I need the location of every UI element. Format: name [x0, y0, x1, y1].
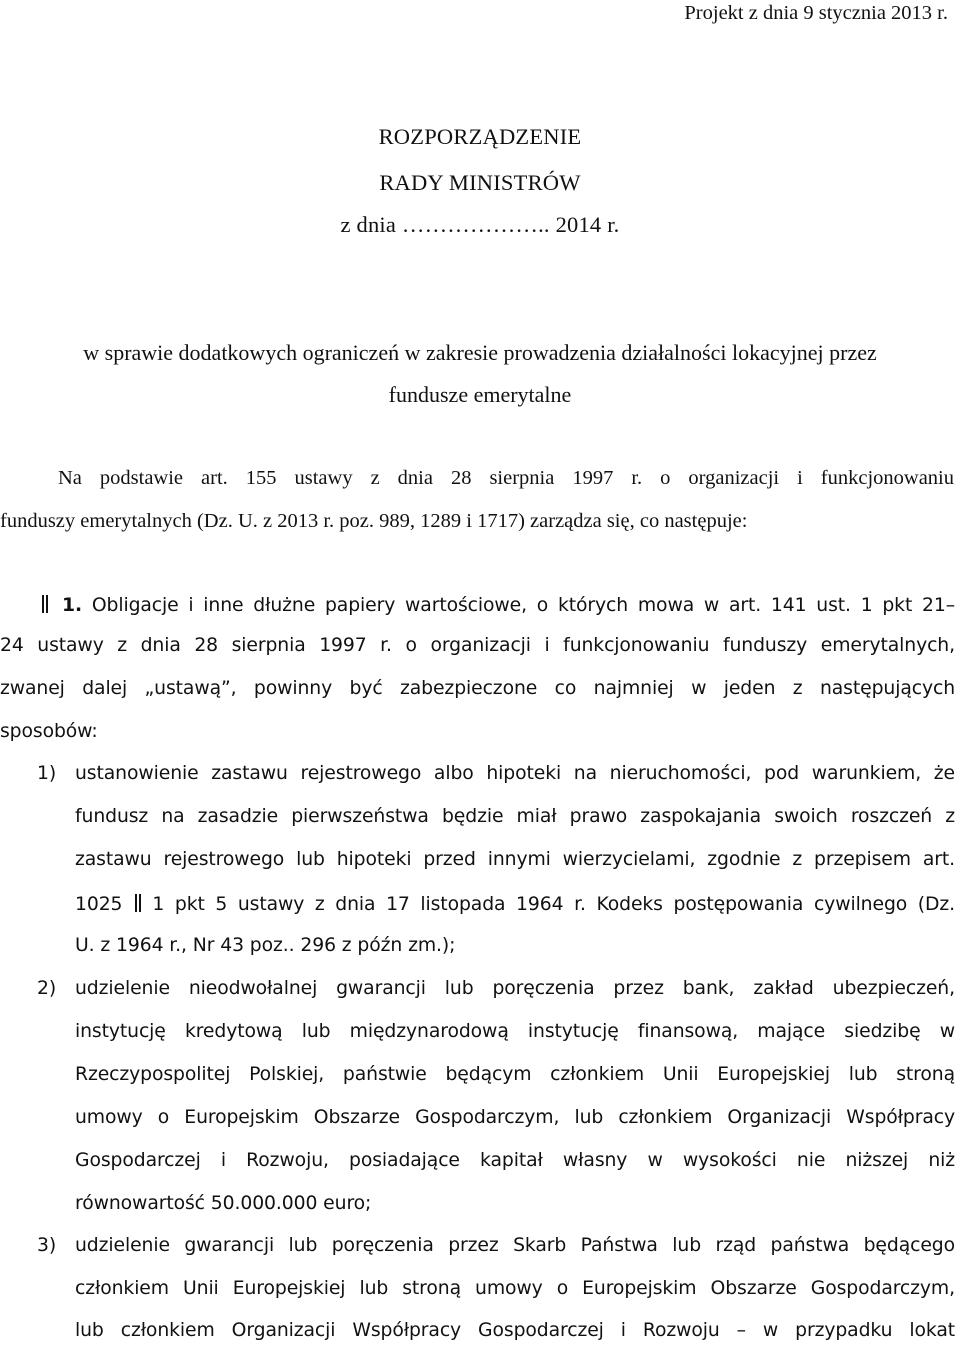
section-1-line-3: zwanej dalej „ustawą”, powinny być zabezpieczone co najmniej w jeden z następujących — [0, 678, 955, 699]
section-1-line-4: sposobów: — [0, 721, 98, 742]
item-3-line-1: udzielenie gwarancji lub poręczenia przez Skarb Państwa lub rząd państwa będącego — [75, 1235, 955, 1256]
section-1-line-2: 24 ustawy z dnia 28 sierpnia 1997 r. o organizacji i funkcjonowaniu funduszy emerytalnych, — [0, 635, 955, 656]
item-1-line-2: fundusz na zasadzie pierwszeństwa będzie miał prawo zaspokajania swoich roszczeń z — [75, 806, 955, 827]
item-1-line-1: ustanowienie zastawu rejestrowego albo hipoteki na nieruchomości, pod warunkiem, że — [75, 763, 955, 784]
item-3-number: 3) — [37, 1235, 57, 1256]
item-2-number: 2) — [37, 978, 57, 999]
item-1-line-3: zastawu rejestrowego lub hipoteki przed innymi wierzycielami, zgodnie z przepisem art. — [75, 849, 955, 870]
item-2-line-1: udzielenie nieodwołalnej gwarancji lub poręczenia przez bank, zakład ubezpieczeń, — [75, 978, 955, 999]
item-2-line-5: Gospodarczej i Rozwoju, posiadające kapitał własny w wysokości nie niższej niż — [75, 1150, 955, 1171]
item-3-line-2: członkiem Unii Europejskiej lub stroną umowy o Europejskim Obszarze Gospodarczym, — [75, 1278, 955, 1299]
item-2-line-3: Rzeczypospolitej Polskiej, państwie będącym członkiem Unii Europejskiej lub stroną — [75, 1064, 955, 1085]
project-date-note: Projekt z dnia 9 stycznia 2013 r. — [684, 2, 948, 24]
item-1-article-number: 1025 — [75, 894, 123, 915]
item-1-line-4 — [75, 892, 955, 915]
regulation-date: z dnia ……………….. 2014 r. — [340, 212, 620, 237]
subject-line-2: fundusze emerytalne — [388, 382, 572, 407]
item-2-line-6: równowartość 50.000.000 euro; — [75, 1193, 372, 1214]
section-sign-icon — [130, 892, 146, 914]
item-2-line-2: instytucję kredytową lub międzynarodową instytucję finansową, mające siedzibę w — [75, 1021, 955, 1042]
subject-line-1: w sprawie dodatkowych ograniczeń w zakresie prowadzenia działalności lokacyjnej przez — [83, 340, 877, 365]
section-number: 1. — [62, 595, 83, 616]
preamble-line-2: funduszy emerytalnych (Dz. U. z 2013 r. poz. 989, 1289 i 1717) zarządza się, co następuje: — [0, 510, 748, 532]
issuing-body: RADY MINISTRÓW — [379, 170, 581, 195]
section-1-line-1 — [38, 593, 955, 616]
section-sign-icon — [38, 593, 52, 615]
section-1-text-start: Obligacje i inne dłużne papiery wartościowe, o których mowa w art. 141 ust. 1 pkt 21 — [91, 595, 946, 616]
item-1-line-4-rest: 1 pkt 5 ustawy z dnia 17 listopada 1964 r. Kodeks postępowania cywilnego (Dz. — [152, 894, 955, 915]
item-1-number: 1) — [37, 763, 57, 784]
preamble-line-1: Na podstawie art. 155 ustawy z dnia 28 sierpnia 1997 r. o organizacji i funkcjonowaniu — [58, 467, 954, 489]
item-3-line-3: lub członkiem Organizacji Współpracy Gospodarczej i Rozwoju – w przypadku lokat — [75, 1320, 955, 1341]
item-2-line-4: umowy o Europejskim Obszarze Gospodarczym, lub członkiem Organizacji Współpracy — [75, 1107, 955, 1128]
section-1-dash: – — [945, 595, 955, 616]
regulation-title: ROZPORZĄDZENIE — [378, 124, 582, 149]
item-1-line-5: U. z 1964 r., Nr 43 poz.. 296 z późn zm.); — [75, 935, 456, 956]
